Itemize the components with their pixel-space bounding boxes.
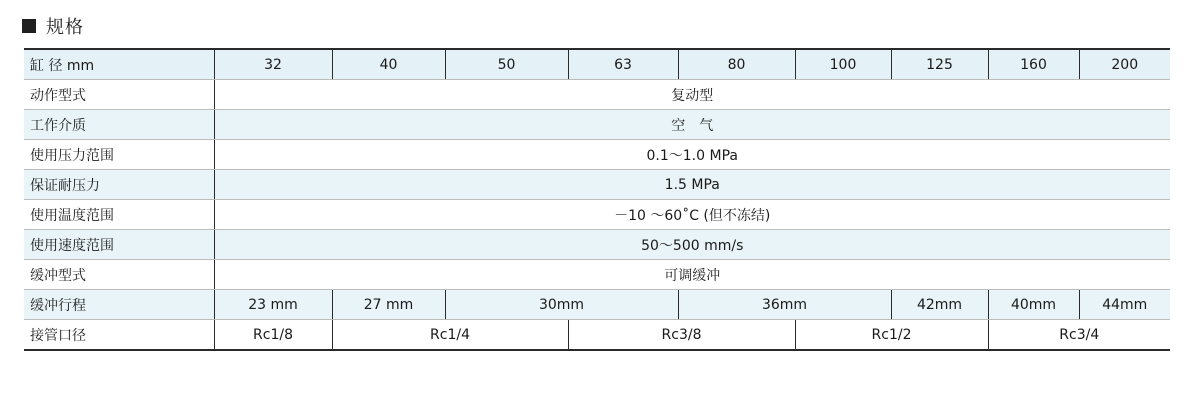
table-row-action-type (24, 80, 1170, 110)
bore-cell: 200 (1079, 49, 1170, 80)
stroke-cell: 42mm (891, 290, 988, 320)
bore-cell: 50 (445, 49, 568, 80)
table-row-port (24, 320, 1170, 351)
row-label: 缓冲行程 (24, 290, 214, 320)
stroke-cell: 30mm (445, 290, 678, 320)
bore-cell: 40 (332, 49, 445, 80)
port-cell: Rc1/4 (332, 320, 568, 351)
row-label: 保证耐压力 (24, 170, 214, 200)
port-cell: Rc3/4 (988, 320, 1170, 351)
row-label: 动作型式 (24, 80, 214, 110)
stroke-cell: 27 mm (332, 290, 445, 320)
row-value: 1.5 MPa (214, 170, 1170, 200)
row-value: 空 气 (214, 110, 1170, 140)
row-label: 缓冲型式 (24, 260, 214, 290)
table-row-speed (24, 230, 1170, 260)
stroke-cell: 40mm (988, 290, 1079, 320)
section-title (22, 12, 84, 40)
table-row-pressure (24, 140, 1170, 170)
bore-header-row (24, 49, 1170, 80)
bore-cell: 100 (795, 49, 891, 80)
row-label: 使用速度范围 (24, 230, 214, 260)
port-cell: Rc3/8 (568, 320, 795, 351)
bore-cell: 80 (678, 49, 795, 80)
section-title-text: 规格 (46, 17, 84, 38)
square-bullet-icon (22, 19, 36, 33)
bore-cell: 32 (214, 49, 332, 80)
table-row-cushion-type (24, 260, 1170, 290)
row-label: 使用压力范围 (24, 140, 214, 170)
port-cell: Rc1/8 (214, 320, 332, 351)
stroke-cell: 44mm (1079, 290, 1170, 320)
stroke-cell: 36mm (678, 290, 891, 320)
row-label: 接管口径 (24, 320, 214, 351)
bore-label: 缸 径 mm (24, 49, 214, 80)
row-label: 工作介质 (24, 110, 214, 140)
row-value: 0.1～1.0 MPa (214, 140, 1170, 170)
stroke-cell: 23 mm (214, 290, 332, 320)
row-value: 复动型 (214, 80, 1170, 110)
row-value: －10 ～60˚C (但不冻结) (214, 200, 1170, 230)
table-row-cushion-stroke (24, 290, 1170, 320)
bore-cell: 63 (568, 49, 678, 80)
port-cell: Rc1/2 (795, 320, 988, 351)
bore-cell: 160 (988, 49, 1079, 80)
row-label: 使用温度范围 (24, 200, 214, 230)
bore-cell: 125 (891, 49, 988, 80)
spec-table (24, 48, 1170, 351)
table-row-temperature (24, 200, 1170, 230)
table-row-medium (24, 110, 1170, 140)
row-value: 50～500 mm/s (214, 230, 1170, 260)
table-row-proof-pressure (24, 170, 1170, 200)
row-value: 可调缓冲 (214, 260, 1170, 290)
